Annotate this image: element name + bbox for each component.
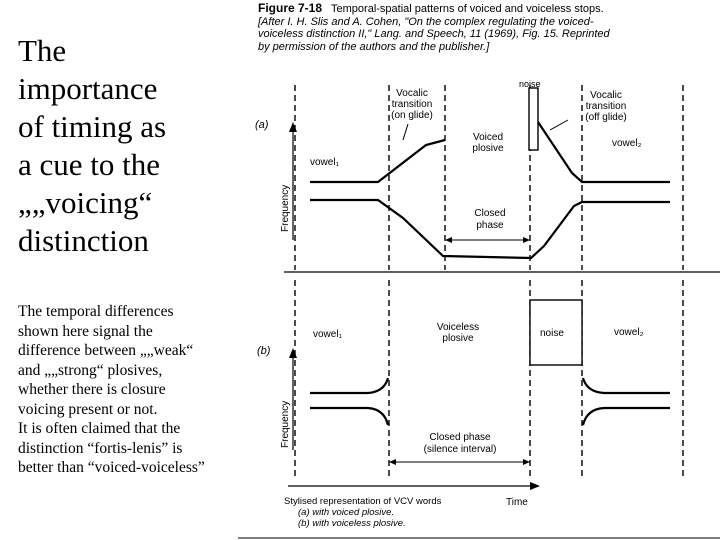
panel-b-vowel1: vowel₁ — [313, 329, 342, 340]
panel-b-lower-formant-left — [310, 408, 388, 425]
panel-a-vowel2: vowel₂ — [612, 138, 642, 149]
title-line: distinction — [18, 223, 149, 258]
panel-a-closed-phase: Closed — [474, 208, 506, 219]
slide-title — [18, 32, 233, 260]
panel-a-off-glide — [538, 122, 670, 182]
panel-a-noise-label: noise — [519, 79, 541, 89]
panel-b-upper-formant-right — [583, 378, 670, 393]
body-line: The temporal differences — [18, 303, 174, 320]
title-line: of timing as — [18, 109, 167, 144]
panel-a-y-arrow — [289, 122, 297, 132]
panel-a-off-glide: Vocalic — [590, 90, 622, 101]
figure-number: Figure 7-18 — [258, 1, 323, 15]
time-axis-arrow — [530, 482, 540, 490]
title-line: „„voicing“ — [18, 185, 153, 220]
title-line: The — [18, 33, 67, 68]
legend-line: (a) with voiced plosive. — [298, 507, 395, 518]
panel-b-label: (b) — [257, 345, 271, 357]
panel-a-plosive: Voiced — [472, 132, 504, 143]
panel-a-label: (a) — [255, 119, 269, 131]
body-line: and „„strong“ plosives, — [18, 361, 163, 379]
panel-b-upper-formant-left — [310, 378, 388, 393]
panel-b-closed-phase: Closed phase — [429, 432, 491, 443]
time-label: Time — [506, 497, 528, 508]
title-line: importance — [18, 71, 158, 106]
panel-a-vowel1: vowel₁ — [310, 157, 339, 168]
panel-a-off-glide: transition — [585, 101, 627, 112]
citation-line: [After I. H. Slis and A. Cohen, "On the complex regulating the voiced- — [258, 15, 594, 28]
panel-b-noise-label: noise — [540, 328, 564, 339]
panel-a-on-glide: Vocalic — [396, 88, 428, 99]
panel-a-on-glide: transition — [391, 99, 433, 110]
body-line: difference between „„weak“ — [18, 342, 194, 359]
panel-b-plosive: plosive — [442, 333, 474, 344]
body-line: shown here signal the — [18, 322, 153, 340]
body-line: whether there is closure — [18, 381, 166, 398]
panel-b-plosive: Voiceless — [436, 322, 480, 333]
panel-a-on-glide: (on glide) — [391, 110, 433, 121]
panel-b-axis-label: Frequency — [280, 400, 291, 448]
citation-line: by permission of the authors and the publisher.] — [258, 40, 490, 53]
legend-line: Stylised representation of VCV words — [284, 496, 442, 507]
panel-a-on-glide-arrow — [403, 124, 408, 140]
panel-a-off-glide-arrow — [550, 120, 568, 130]
title-line: a cue to the — [18, 147, 161, 182]
panel-a-off-glide: (off glide) — [585, 112, 627, 123]
legend-line: (b) with voiceless plosive. — [298, 518, 406, 529]
panel-b-vowel2: vowel₂ — [614, 327, 644, 338]
figure-heading: Temporal-spatial patterns of voiced and voiceless stops. — [331, 3, 604, 15]
body-line: better than “voiced-voiceless” — [18, 459, 205, 476]
panel-a-axis-label: Frequency — [280, 184, 291, 232]
citation-line: voiceless distinction II," Lang. and Speech, 11 (1969), Fig. 15. Reprinted — [258, 28, 610, 40]
panel-a-plosive: plosive — [472, 143, 504, 154]
body-line: It is often claimed that the — [18, 420, 181, 437]
figure-7-18 — [238, 0, 720, 540]
body-line: distinction “fortis-lenis” is — [18, 439, 183, 457]
body-text — [18, 302, 268, 478]
panel-a-noise-burst — [529, 88, 538, 150]
body-line: voicing present or not. — [18, 400, 158, 418]
panel-b-lower-formant-right — [583, 408, 670, 425]
spectrogram-diagram — [238, 0, 720, 540]
panel-b-closed-phase: (silence interval) — [423, 444, 497, 455]
panel-b-y-arrow — [289, 348, 297, 358]
panel-a-closed-phase: phase — [476, 220, 504, 231]
